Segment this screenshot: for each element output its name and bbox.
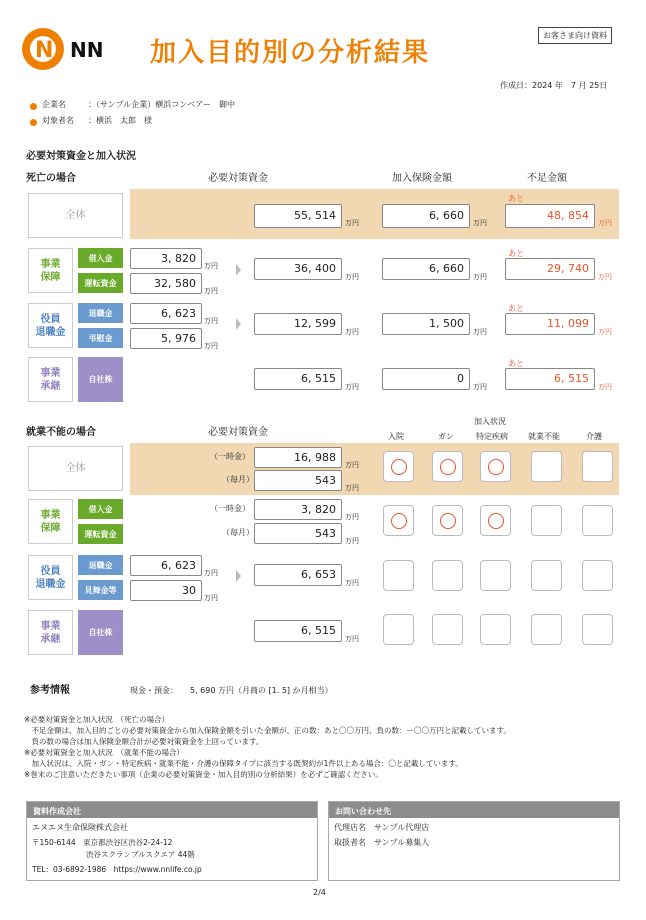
- disability-officer-required: 6, 653: [254, 564, 342, 586]
- circle-mark-icon: [488, 459, 504, 475]
- death-officer-v1: 6, 623: [130, 303, 202, 324]
- death-succession-label: 事業 承継: [28, 357, 73, 402]
- circle-mark-icon: [440, 459, 456, 475]
- death-succession-insured: 0: [382, 368, 470, 390]
- logo-text: NN: [70, 38, 104, 62]
- disability-business-lump: 3, 820: [254, 499, 342, 520]
- death-succession-shortage: 6, 515: [505, 368, 595, 390]
- death-business-label: 事業 保障: [28, 248, 73, 293]
- page-title: 加入目的別の分析結果: [150, 38, 431, 68]
- creator-title: 資料作成会社: [27, 802, 317, 818]
- death-officer-shortage: 11, 099: [505, 313, 595, 335]
- company-value: ：（サンプル企業）横浜コンベアー 御中: [88, 100, 236, 109]
- disability-title: 就業不能の場合: [26, 427, 96, 438]
- status-box-business-0: [383, 505, 414, 536]
- creator-company: エヌエヌ生命保険株式会社: [32, 823, 128, 832]
- contact-title: お問い合わせ先: [329, 802, 619, 818]
- creator-building: 渋谷スクランブルスクエア 44階: [86, 850, 195, 859]
- contact-handler: 取扱者名 サンプル募集人: [334, 838, 430, 847]
- bullet-icon: [30, 119, 37, 126]
- reference-label: 参考情報: [30, 685, 70, 696]
- death-title: 死亡の場合: [26, 173, 76, 184]
- status-box-officer-3: [531, 560, 562, 591]
- death-business-required: 36, 400: [254, 258, 342, 280]
- death-business-v1: 3, 820: [130, 248, 202, 269]
- disability-total-lump: 16, 988: [254, 447, 342, 468]
- disability-total-monthly: 543: [254, 470, 342, 491]
- audience-badge: お客さま向け資料: [538, 27, 612, 44]
- status-box-officer-2: [480, 560, 511, 591]
- disability-succession-label: 事業 承継: [28, 610, 73, 655]
- disability-succession-required: 6, 515: [254, 620, 342, 642]
- status-box-business-1: [432, 505, 463, 536]
- creator-address: 〒150-6144 東京都渋谷区渋谷2-24-12: [32, 838, 173, 847]
- reference-text: 現金・預金： 5, 690 万円（月商の [1. 5] か月相当）: [130, 686, 333, 695]
- circle-mark-icon: [440, 513, 456, 529]
- section-title: 必要対策資金と加入状況: [26, 151, 136, 162]
- disability-officer-v1: 6, 623: [130, 555, 202, 576]
- company-label: 企業名: [42, 100, 66, 109]
- death-succession-required: 6, 515: [254, 368, 342, 390]
- status-box-officer-4: [582, 560, 613, 591]
- death-business-v2: 32, 580: [130, 273, 202, 294]
- status-box-business-3: [531, 505, 562, 536]
- person-value: ：横浜 太郎 様: [88, 116, 152, 125]
- arrow-right-icon: [236, 318, 241, 330]
- death-officer-label: 役員 退職金: [28, 303, 73, 348]
- arrow-right-icon: [236, 570, 241, 582]
- death-business-shortage: 29, 740: [505, 258, 595, 280]
- person-label: 対象者名: [42, 116, 74, 125]
- circle-mark-icon: [391, 513, 407, 529]
- death-officer-v2: 5, 976: [130, 328, 202, 349]
- arrow-right-icon: [236, 264, 241, 276]
- death-total-shortage: 48, 854: [505, 204, 595, 228]
- disability-total-label: 全体: [28, 446, 123, 491]
- status-box-total-2: [480, 451, 511, 482]
- contact-agent: 代理店名 サンプル代理店: [334, 823, 430, 832]
- status-box-succession-4: [582, 614, 613, 645]
- page-number: 2/4: [313, 888, 326, 897]
- disability-officer-label: 役員 退職金: [28, 555, 73, 600]
- death-col-shortage: 不足金額: [527, 173, 567, 184]
- bullet-icon: [30, 103, 37, 110]
- status-box-total-1: [432, 451, 463, 482]
- death-total-required: 55, 514: [254, 204, 342, 228]
- status-box-total-0: [383, 451, 414, 482]
- status-box-total-4: [582, 451, 613, 482]
- disability-officer-v2: 30: [130, 580, 202, 601]
- logo-mark: N: [35, 38, 54, 63]
- disability-business-monthly: 543: [254, 523, 342, 544]
- creator-tel: TEL：03-6892-1986 https://www.nnlife.co.jp: [32, 865, 202, 874]
- status-box-succession-1: [432, 614, 463, 645]
- status-box-officer-0: [383, 560, 414, 591]
- death-officer-insured: 1, 500: [382, 313, 470, 335]
- created-date: 作成日：2024 年 7 月 25日: [500, 81, 608, 90]
- disability-col-required: 必要対策資金: [208, 427, 268, 438]
- status-box-total-3: [531, 451, 562, 482]
- status-box-officer-1: [432, 560, 463, 591]
- death-officer-required: 12, 599: [254, 313, 342, 335]
- status-box-business-2: [480, 505, 511, 536]
- status-box-succession-2: [480, 614, 511, 645]
- circle-mark-icon: [488, 513, 504, 529]
- circle-mark-icon: [391, 459, 407, 475]
- disability-col-status: 加入状況: [474, 417, 506, 426]
- disability-business-label: 事業 保障: [28, 499, 73, 544]
- death-total-insured: 6, 660: [382, 204, 470, 228]
- death-col-insured: 加入保険金額: [392, 173, 452, 184]
- status-box-succession-0: [383, 614, 414, 645]
- death-business-insured: 6, 660: [382, 258, 470, 280]
- death-col-required: 必要対策資金: [208, 173, 268, 184]
- death-total-label: 全体: [28, 193, 123, 238]
- status-box-business-4: [582, 505, 613, 536]
- status-box-succession-3: [531, 614, 562, 645]
